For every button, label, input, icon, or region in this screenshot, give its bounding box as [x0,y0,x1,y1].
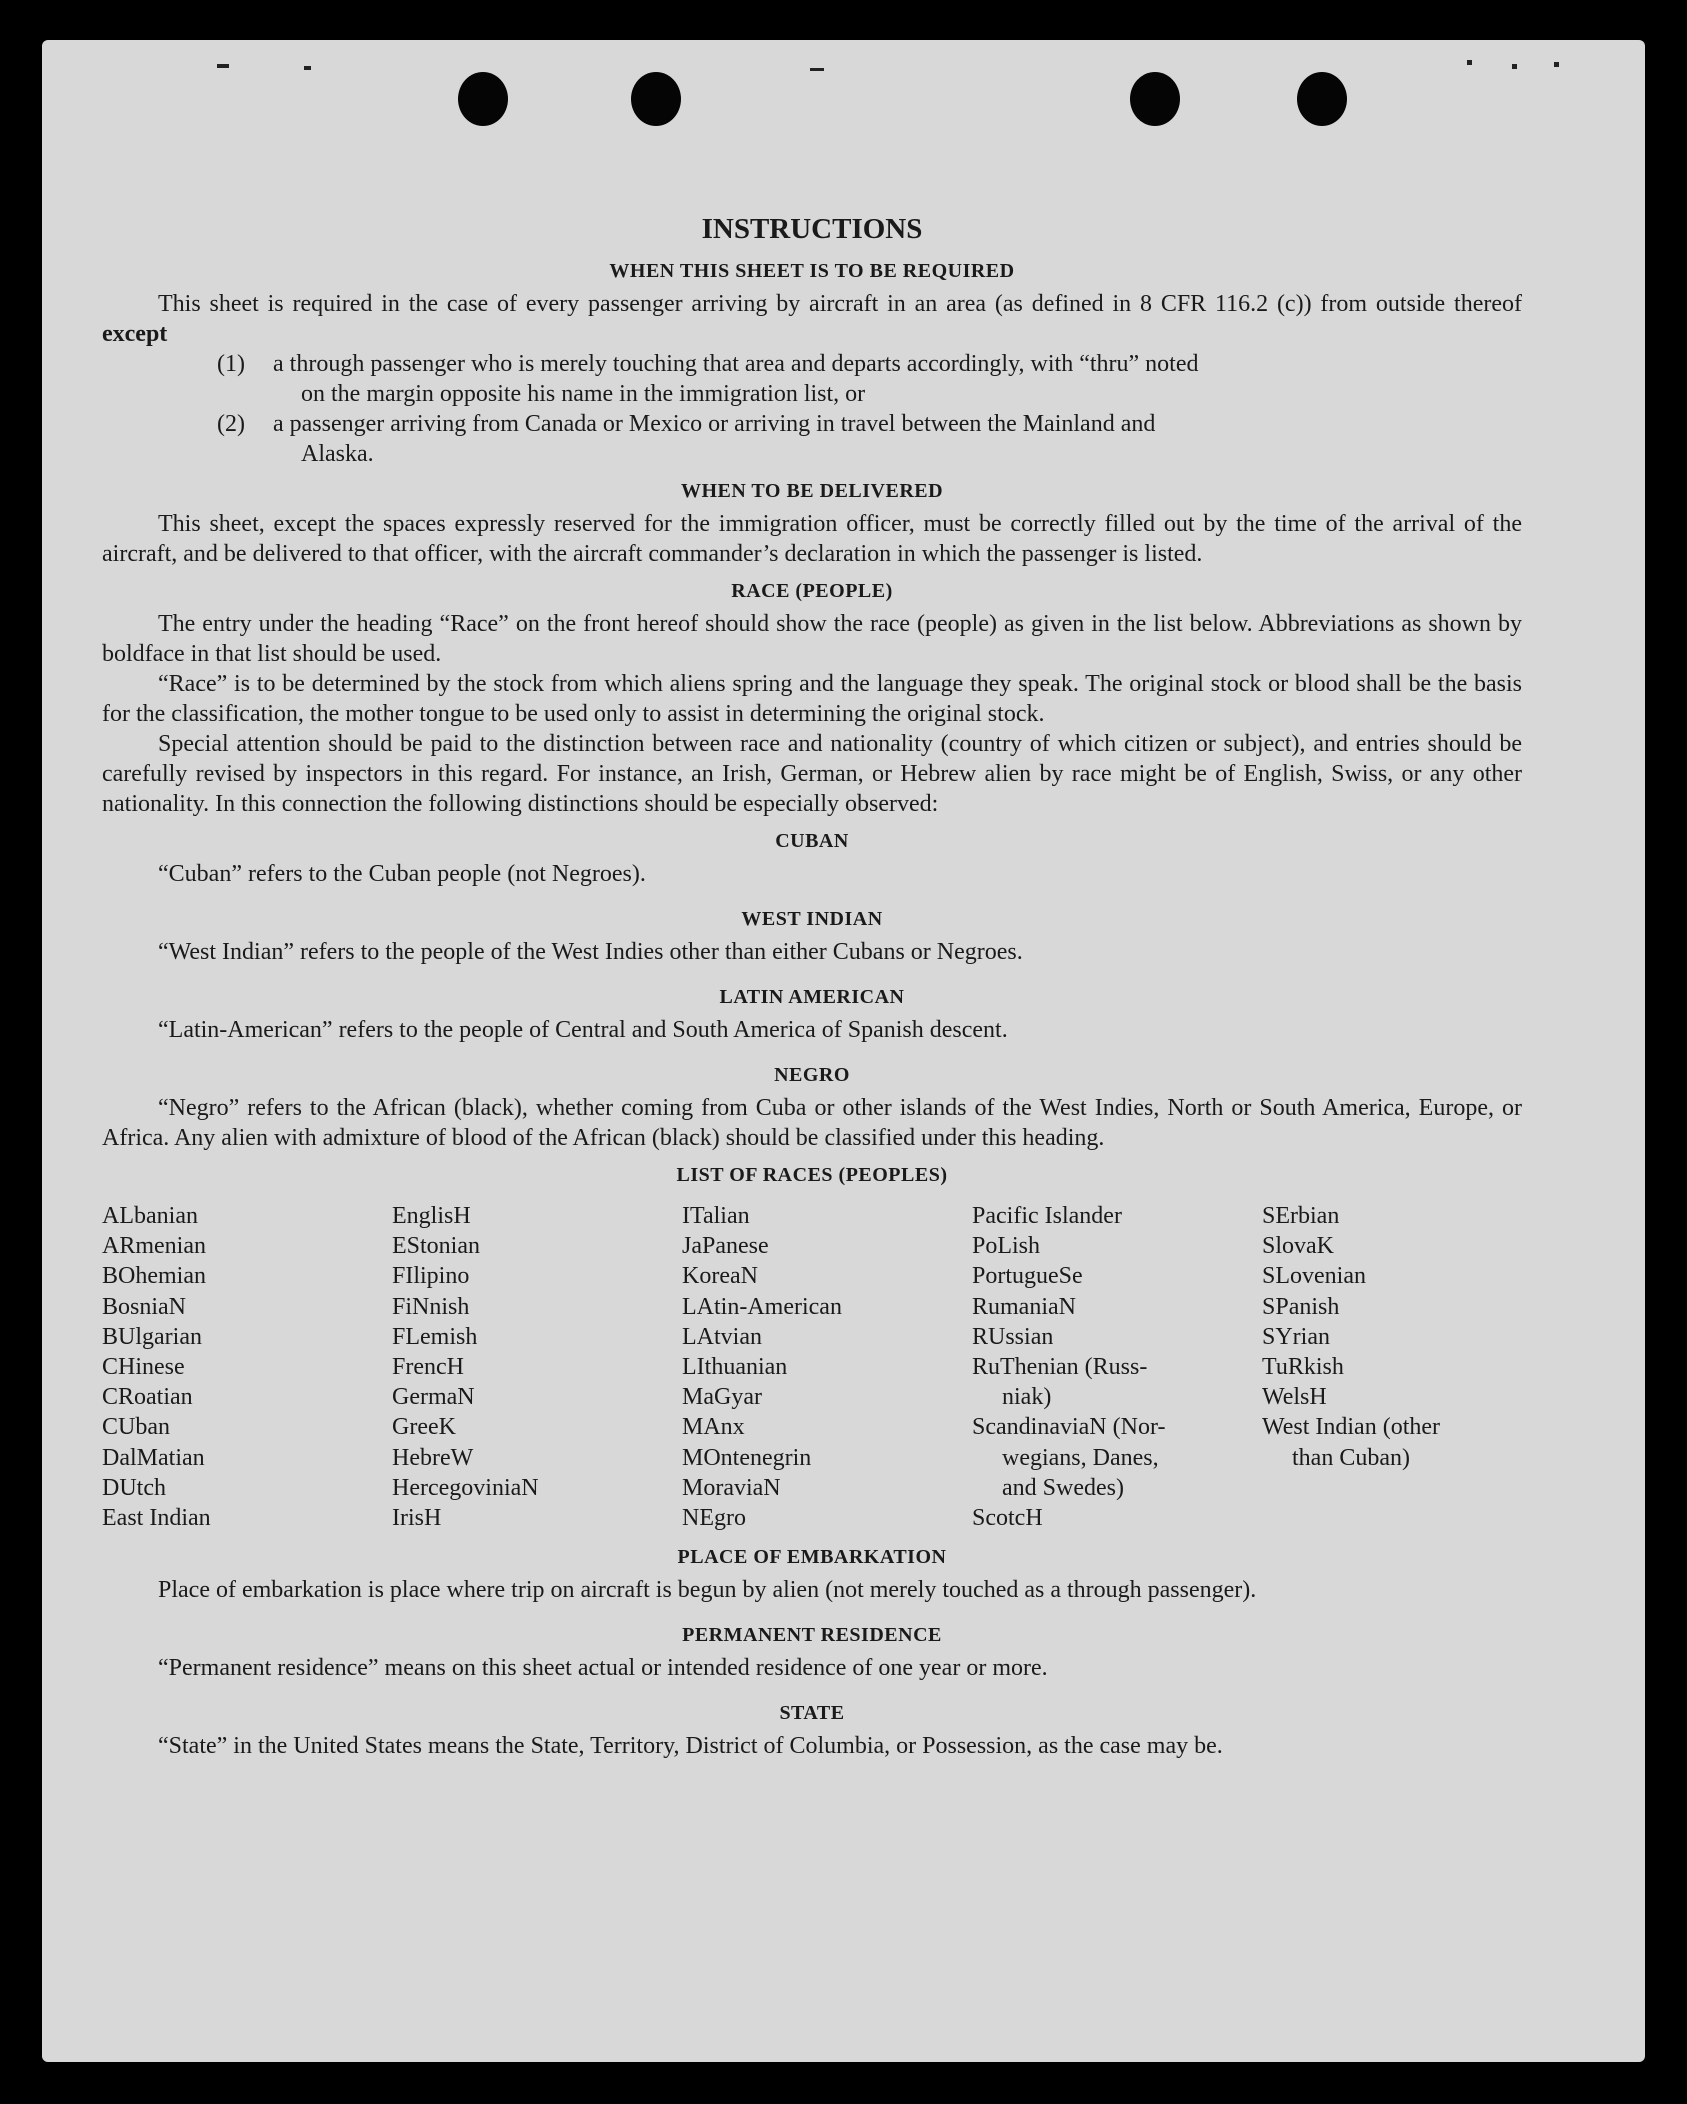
race-entry: FrencH [392,1354,464,1381]
race-entry: SYrian [1262,1323,1330,1350]
heading-when-delivered: WHEN TO BE DELIVERED [680,480,944,502]
instructions-content [102,175,1522,1761]
scan-speck [1467,60,1472,65]
races-list [102,1201,1522,1533]
race-paragraph: The entry under the heading “Race” on the front hereof should show the race (people) as given in the list below. Abbreviations as shown by boldface in that list should be used. [102,611,1522,667]
race-entry: BOhemian [102,1263,206,1290]
scan-speck [217,64,229,68]
when-required-except: except [102,321,168,347]
race-entry: FIlipino [392,1263,470,1290]
race-entry: SErbian [1262,1203,1340,1229]
race-entry: wegians, Danes, [1002,1444,1159,1471]
race-entry: IrisH [392,1505,442,1532]
race-entry: niak) [1002,1384,1052,1411]
race-entry: ScandinaviaN (Nor- [972,1414,1166,1441]
race-entry: CHinese [102,1354,185,1381]
embarkation-text: Place of embarkation is place where trip on aircraft is begun by alien (not merely touched as a through passenger). [158,1577,1257,1604]
west-indian-text: “West Indian” refers to the people of the West Indies other than either Cubans or Negroes. [158,939,1023,965]
race-entry: PoLish [972,1233,1041,1260]
race-entry: EnglisH [392,1203,471,1229]
race-entry: HebreW [392,1444,474,1471]
race-entry: than Cuban) [1292,1444,1410,1471]
heading-cuban: CUBAN [775,830,849,852]
exception-number: (1) [217,351,245,377]
scan-speck [810,68,824,71]
heading-west-indian: WEST INDIAN [741,908,883,930]
when-required-intro: This sheet is required in the case of every passenger arriving by aircraft in an area (as defined in 8 CFR 116.2 (c)) from outside thereof [158,291,1522,317]
race-entry: RUssian [972,1323,1054,1350]
race-entry: RumaniaN [972,1293,1076,1320]
race-entry: MAnx [682,1414,745,1441]
race-entry: ScotcH [972,1505,1043,1532]
latin-american-text: “Latin-American” refers to the people of Central and South America of Spanish descent. [158,1017,1008,1043]
race-entry: BUlgarian [102,1323,202,1350]
race-entry: EStonian [392,1233,480,1260]
heading-races-list: LIST OF RACES (PEOPLES) [676,1164,948,1186]
cuban-text: “Cuban” refers to the Cuban people (not Negroes). [158,861,646,887]
race-entry: PortugueSe [972,1263,1083,1290]
when-delivered-text: This sheet, except the spaces expressly reserved for the immigration officer, must be correctly filled out by the time of the arrival of the aircraft, and be delivered to that officer, with the aircraft commander’s declaration in which the passenger is listed. [102,511,1522,567]
heading-when-required: WHEN THIS SHEET IS TO BE REQUIRED [609,260,1015,282]
punch-hole [631,72,681,126]
race-entry: GermaN [392,1384,475,1411]
race-entry: HercegoviniaN [392,1474,539,1501]
residence-text: “Permanent residence” means on this sheet actual or intended residence of one year or more. [158,1655,1048,1682]
race-entry: LIthuanian [682,1354,788,1381]
race-entry: ALbanian [102,1203,198,1229]
race-entry: FiNnish [392,1293,470,1320]
state-text: “State” in the United States means the State, Territory, District of Columbia, or Possession, as the case may be. [158,1733,1223,1760]
heading-embarkation: PLACE OF EMBARKATION [677,1546,947,1569]
race-entry: CRoatian [102,1384,193,1411]
race-entry: FLemish [392,1323,478,1350]
race-entry: RuThenian (Russ- [972,1354,1148,1381]
race-entry: MoraviaN [682,1474,781,1501]
exception-line: a through passenger who is merely touching that area and departs accordingly, with “thru” noted [273,351,1199,377]
race-entry: West Indian (other [1262,1414,1441,1441]
race-entry: SPanish [1262,1293,1340,1320]
exception-line: on the margin opposite his name in the immigration list, or [301,381,866,407]
race-entry: SlovaK [1262,1233,1334,1260]
races-column [682,1201,972,1533]
heading-state: STATE [779,1702,845,1725]
race-entry: GreeK [392,1414,456,1441]
exception-item [217,409,1522,469]
race-entry: JaPanese [682,1233,769,1260]
scan-speck [1554,62,1559,67]
race-paragraph: Special attention should be paid to the distinction between race and nationality (country of which citizen or subject), and entries should be carefully revised by inspectors in this regard. For instance, an Irish, German, or Hebrew alien by race might be of English, Swiss, or any other nationality. In this connection the following distinctions should be especially observed: [102,731,1522,817]
races-column [102,1201,392,1533]
race-entry: DalMatian [102,1444,205,1471]
heading-residence: PERMANENT RESIDENCE [682,1624,942,1647]
punch-hole [1130,72,1180,126]
punch-hole [458,72,508,126]
races-column [392,1201,682,1533]
race-entry: and Swedes) [1002,1474,1124,1501]
race-entry: MOntenegrin [682,1444,812,1471]
document-page [42,40,1645,2062]
race-entry: LAtvian [682,1323,762,1350]
race-entry: DUtch [102,1474,166,1501]
race-entry: CUban [102,1414,170,1441]
heading-latin-american: LATIN AMERICAN [719,986,905,1008]
scan-speck [1512,64,1517,69]
heading-race: RACE (PEOPLE) [731,580,893,602]
race-entry: LAtin-American [682,1293,842,1320]
race-entry: ARmenian [102,1233,206,1260]
scan-speck [304,66,311,70]
exception-number: (2) [217,411,245,437]
punch-hole [1297,72,1347,126]
race-entry: NEgro [682,1505,746,1532]
exception-line: Alaska. [301,441,374,467]
race-paragraph: “Race” is to be determined by the stock from which aliens spring and the language they speak. The original stock or blood shall be the basis for the classification, the mother tongue to be used only to assist in determining the original stock. [102,671,1522,727]
exception-item [217,349,1522,409]
race-entry: WelsH [1262,1384,1327,1411]
race-entry: MaGyar [682,1384,762,1411]
exception-text [273,349,1522,409]
race-entry: KoreaN [682,1263,758,1290]
negro-text: “Negro” refers to the African (black), whether coming from Cuba or other islands of the West Indies, North or South America, Europe, or Africa. Any alien with admixture of blood of the African (black) should be classified under this heading. [102,1095,1522,1151]
race-entry: East Indian [102,1505,211,1532]
exception-line: a passenger arriving from Canada or Mexico or arriving in travel between the Mainland and [273,411,1156,437]
race-entry: ITalian [682,1203,750,1229]
when-required-text [102,289,1522,349]
exception-text [273,409,1522,469]
race-entry: BosniaN [102,1293,186,1320]
race-entry: TuRkish [1262,1354,1344,1381]
races-column [972,1201,1262,1533]
race-entry: Pacific Islander [972,1203,1122,1229]
page-title: INSTRUCTIONS [701,213,923,245]
races-column [1262,1201,1552,1533]
race-entry: SLovenian [1262,1263,1366,1290]
heading-negro: NEGRO [774,1064,850,1086]
